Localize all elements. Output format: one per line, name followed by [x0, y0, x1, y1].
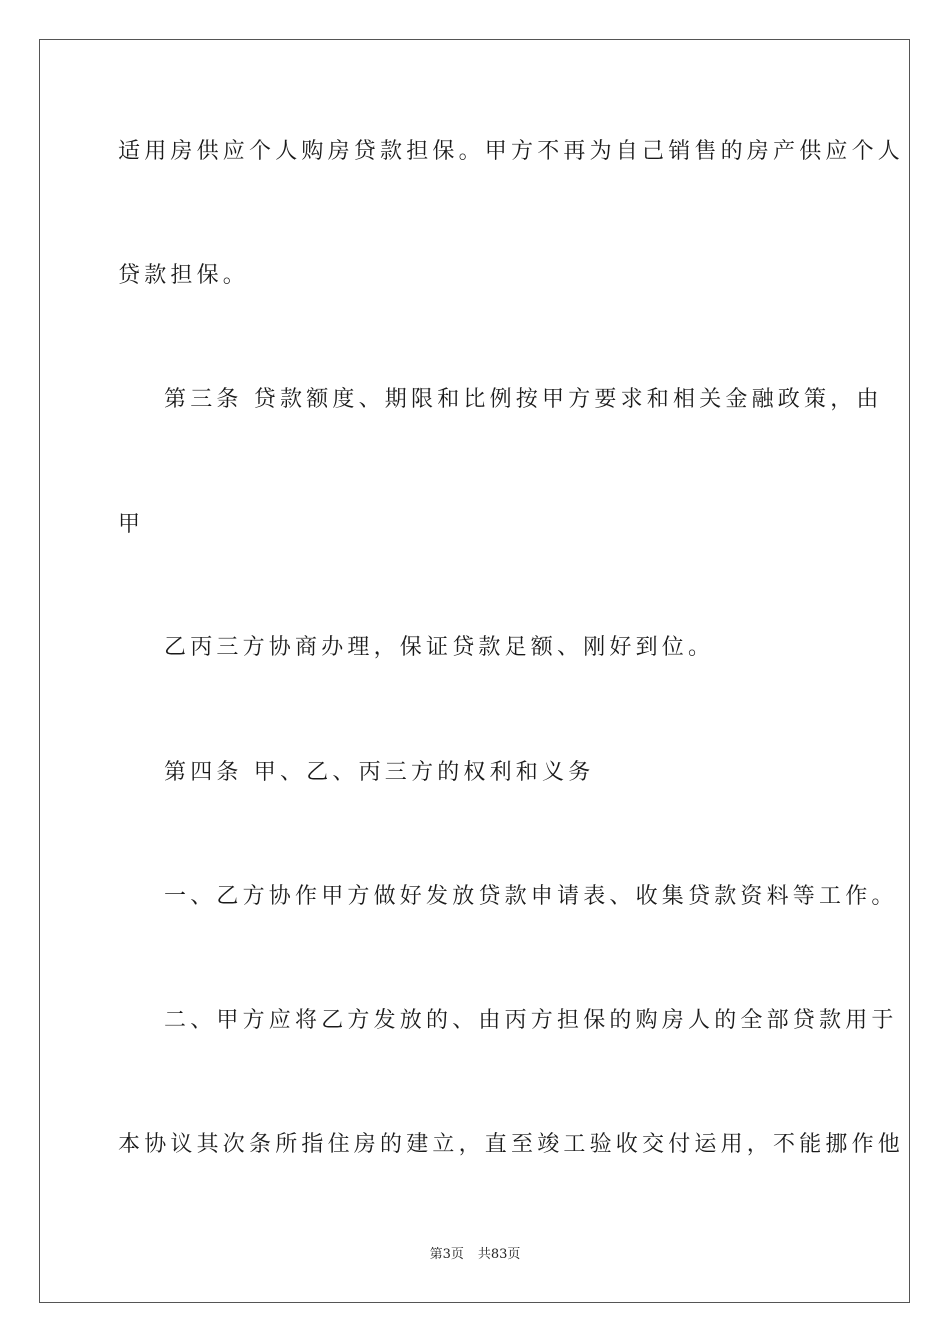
- page-border: [39, 39, 910, 1303]
- clause-two-line: 二、甲方应将乙方发放的、由丙方担保的购房人的全部贷款用于: [164, 1008, 898, 1033]
- body-line: 贷款担保。: [118, 263, 250, 288]
- page-number: 第3页: [429, 1247, 464, 1262]
- page-footer: [0, 1247, 950, 1263]
- body-line: 适用房供应个人购房贷款担保。甲方不再为自己销售的房产供应个人: [118, 139, 905, 164]
- clause-one-line: 一、乙方协作甲方做好发放贷款申请表、收集贷款资料等工作。: [164, 884, 898, 909]
- article-three-line: 第三条 贷款额度、期限和比例按甲方要求和相关金融政策，由: [164, 387, 883, 412]
- article-four-heading: 第四条 甲、乙、丙三方的权利和义务: [164, 760, 595, 785]
- page-total: 共83页: [477, 1247, 521, 1262]
- body-line: 甲: [118, 512, 145, 537]
- body-line: 乙丙三方协商办理，保证贷款足额、刚好到位。: [164, 635, 715, 660]
- body-line: 本协议其次条所指住房的建立，直至竣工验收交付运用，不能挪作他: [118, 1132, 905, 1157]
